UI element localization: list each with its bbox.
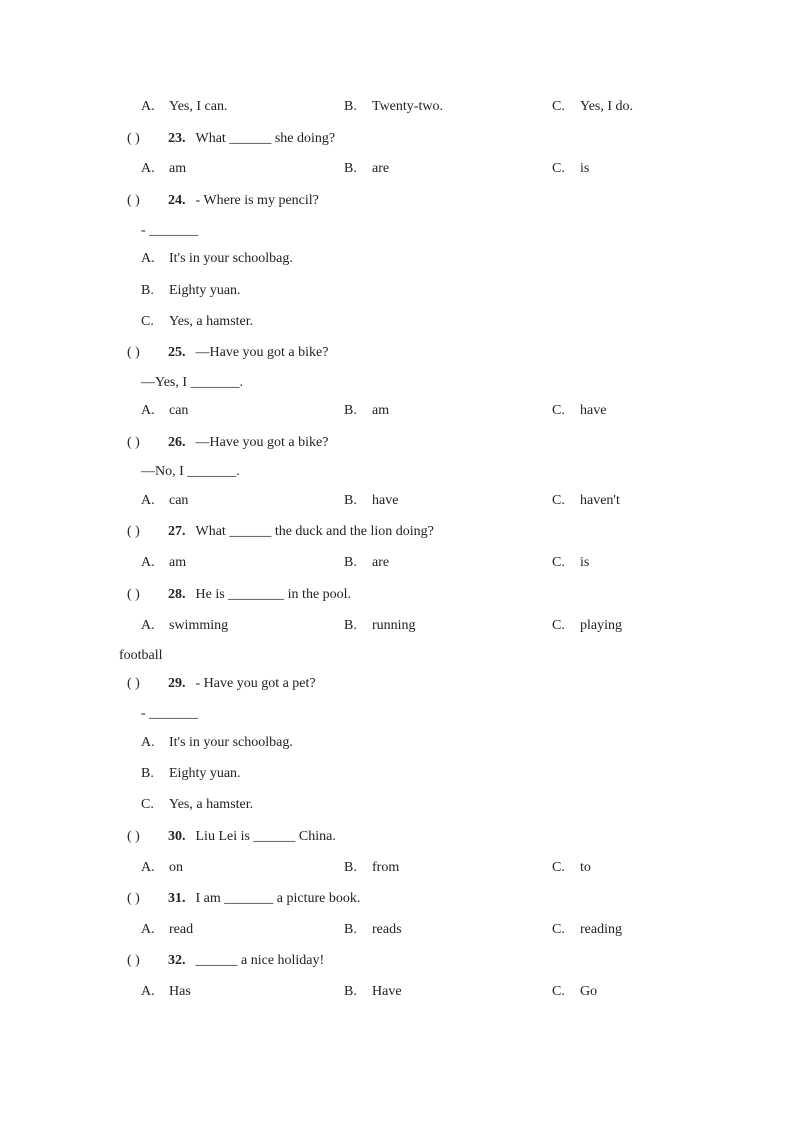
option-text: reads bbox=[372, 922, 402, 937]
option-text: Twenty-two. bbox=[372, 99, 443, 114]
option-text: Yes, I do. bbox=[580, 99, 634, 114]
answer-blank[interactable]: ( ) bbox=[127, 435, 140, 450]
dialogue-line: —No, I _______. bbox=[141, 464, 240, 479]
answer-blank[interactable]: ( ) bbox=[127, 345, 140, 360]
option-text: swimming bbox=[169, 618, 229, 633]
dialogue-line: —Yes, I _______. bbox=[141, 375, 244, 390]
option-letter: B. bbox=[344, 99, 357, 114]
question-text: I am _______ a picture book. bbox=[195, 891, 361, 906]
option-text: can bbox=[169, 403, 189, 418]
option-text: read bbox=[169, 922, 194, 937]
option-letter: C. bbox=[552, 922, 565, 937]
question-text: ______ a nice holiday! bbox=[195, 953, 325, 968]
question-stem bbox=[168, 675, 316, 693]
question-stem bbox=[168, 130, 335, 148]
option-line bbox=[141, 250, 293, 268]
option-text: are bbox=[372, 555, 390, 570]
option-text: am bbox=[169, 161, 187, 176]
option-text: have bbox=[372, 493, 399, 508]
option-letter: B. bbox=[344, 161, 357, 176]
option-line bbox=[141, 796, 253, 814]
answer-blank[interactable]: ( ) bbox=[127, 193, 140, 208]
option-b bbox=[344, 402, 389, 420]
option-letter: A. bbox=[141, 99, 155, 114]
dialogue-line: - _______ bbox=[141, 223, 199, 238]
option-a bbox=[141, 983, 191, 1001]
option-b bbox=[344, 921, 402, 939]
option-text: have bbox=[580, 403, 607, 418]
option-letter: B. bbox=[344, 493, 357, 508]
question-stem bbox=[168, 344, 328, 362]
option-a bbox=[141, 859, 183, 877]
question-stem bbox=[168, 828, 336, 846]
option-text: Yes, a hamster. bbox=[169, 797, 254, 812]
option-letter: B. bbox=[141, 283, 154, 298]
answer-blank[interactable]: ( ) bbox=[127, 587, 140, 602]
option-text: Have bbox=[372, 984, 402, 999]
answer-blank[interactable]: ( ) bbox=[127, 891, 140, 906]
question-number: 31. bbox=[168, 891, 186, 906]
question-stem bbox=[168, 192, 319, 210]
question-number: 26. bbox=[168, 435, 186, 450]
option-letter: C. bbox=[552, 618, 565, 633]
dialogue-line: - _______ bbox=[141, 706, 199, 721]
option-c bbox=[552, 983, 597, 1001]
question-stem bbox=[168, 434, 328, 452]
option-b bbox=[344, 983, 402, 1001]
question-text: What ______ the duck and the lion doing? bbox=[195, 524, 434, 539]
option-letter: B. bbox=[344, 860, 357, 875]
question-number: 25. bbox=[168, 345, 186, 360]
question-stem bbox=[168, 523, 434, 541]
option-text: Yes, I can. bbox=[169, 99, 228, 114]
option-letter: B. bbox=[344, 555, 357, 570]
option-letter: C. bbox=[552, 99, 565, 114]
option-text: Eighty yuan. bbox=[169, 766, 241, 781]
option-text: to bbox=[580, 860, 591, 875]
option-letter: C. bbox=[141, 797, 154, 812]
option-text: running bbox=[372, 618, 416, 633]
option-letter: A. bbox=[141, 251, 155, 266]
option-letter: C. bbox=[552, 493, 565, 508]
option-text: from bbox=[372, 860, 400, 875]
answer-blank[interactable]: ( ) bbox=[127, 829, 140, 844]
option-text: can bbox=[169, 493, 189, 508]
question-stem bbox=[168, 586, 351, 604]
option-letter: A. bbox=[141, 860, 155, 875]
question-number: 23. bbox=[168, 131, 186, 146]
option-letter: C. bbox=[552, 984, 565, 999]
option-a bbox=[141, 98, 227, 116]
option-letter: B. bbox=[344, 984, 357, 999]
option-letter: A. bbox=[141, 618, 155, 633]
option-letter: A. bbox=[141, 403, 155, 418]
option-letter: A. bbox=[141, 984, 155, 999]
option-b bbox=[344, 617, 416, 635]
answer-blank[interactable]: ( ) bbox=[127, 131, 140, 146]
option-c bbox=[552, 617, 622, 635]
option-letter: A. bbox=[141, 493, 155, 508]
option-c bbox=[552, 492, 620, 510]
question-text: He is ________ in the pool. bbox=[195, 587, 352, 602]
question-number: 32. bbox=[168, 953, 186, 968]
option-c bbox=[552, 160, 589, 178]
option-letter: B. bbox=[344, 922, 357, 937]
option-b bbox=[344, 160, 389, 178]
question-text: —Have you got a bike? bbox=[195, 435, 329, 450]
option-text: It's in your schoolbag. bbox=[169, 735, 293, 750]
option-b bbox=[344, 492, 398, 510]
option-text: is bbox=[580, 555, 590, 570]
option-letter: C. bbox=[552, 403, 565, 418]
option-text: Eighty yuan. bbox=[169, 283, 241, 298]
question-text: What ______ she doing? bbox=[195, 131, 336, 146]
option-c bbox=[552, 921, 622, 939]
option-letter: C. bbox=[552, 860, 565, 875]
option-b bbox=[344, 859, 399, 877]
option-text: on bbox=[169, 860, 183, 875]
option-text: Go bbox=[580, 984, 598, 999]
question-number: 29. bbox=[168, 676, 186, 691]
answer-blank[interactable]: ( ) bbox=[127, 676, 140, 691]
option-a bbox=[141, 617, 228, 635]
option-letter: A. bbox=[141, 161, 155, 176]
answer-blank[interactable]: ( ) bbox=[127, 953, 140, 968]
option-letter: A. bbox=[141, 735, 155, 750]
option-letter: C. bbox=[141, 314, 154, 329]
question-number: 30. bbox=[168, 829, 186, 844]
option-text: Has bbox=[169, 984, 191, 999]
question-text: Liu Lei is ______ China. bbox=[195, 829, 336, 844]
question-number: 28. bbox=[168, 587, 186, 602]
option-letter: C. bbox=[552, 555, 565, 570]
option-c bbox=[552, 859, 591, 877]
option-text: haven't bbox=[580, 493, 620, 508]
option-line bbox=[141, 734, 293, 752]
question-number: 27. bbox=[168, 524, 186, 539]
option-b bbox=[344, 554, 389, 572]
option-line bbox=[141, 765, 241, 783]
option-line bbox=[141, 313, 253, 331]
option-a bbox=[141, 921, 193, 939]
option-text: reading bbox=[580, 922, 622, 937]
option-a bbox=[141, 554, 186, 572]
option-text: am bbox=[169, 555, 187, 570]
option-text: are bbox=[372, 161, 390, 176]
option-letter: B. bbox=[141, 766, 154, 781]
question-number: 24. bbox=[168, 193, 186, 208]
option-a bbox=[141, 492, 188, 510]
option-letter: B. bbox=[344, 618, 357, 633]
option-c bbox=[552, 554, 589, 572]
option-letter: A. bbox=[141, 922, 155, 937]
option-text: is bbox=[580, 161, 590, 176]
option-letter: A. bbox=[141, 555, 155, 570]
answer-blank[interactable]: ( ) bbox=[127, 524, 140, 539]
option-text: am bbox=[372, 403, 390, 418]
question-stem bbox=[168, 952, 324, 970]
question-text: - Have you got a pet? bbox=[195, 676, 316, 691]
question-text: - Where is my pencil? bbox=[195, 193, 319, 208]
option-c bbox=[552, 402, 606, 420]
question-stem bbox=[168, 890, 360, 908]
option-a bbox=[141, 402, 188, 420]
option-text: It's in your schoolbag. bbox=[169, 251, 293, 266]
wrapped-text: football bbox=[119, 648, 163, 663]
option-text: Yes, a hamster. bbox=[169, 314, 254, 329]
option-b bbox=[344, 98, 443, 116]
option-line bbox=[141, 282, 241, 300]
question-text: —Have you got a bike? bbox=[195, 345, 329, 360]
option-letter: B. bbox=[344, 403, 357, 418]
option-a bbox=[141, 160, 186, 178]
option-c bbox=[552, 98, 633, 116]
option-text: playing bbox=[580, 618, 622, 633]
option-letter: C. bbox=[552, 161, 565, 176]
